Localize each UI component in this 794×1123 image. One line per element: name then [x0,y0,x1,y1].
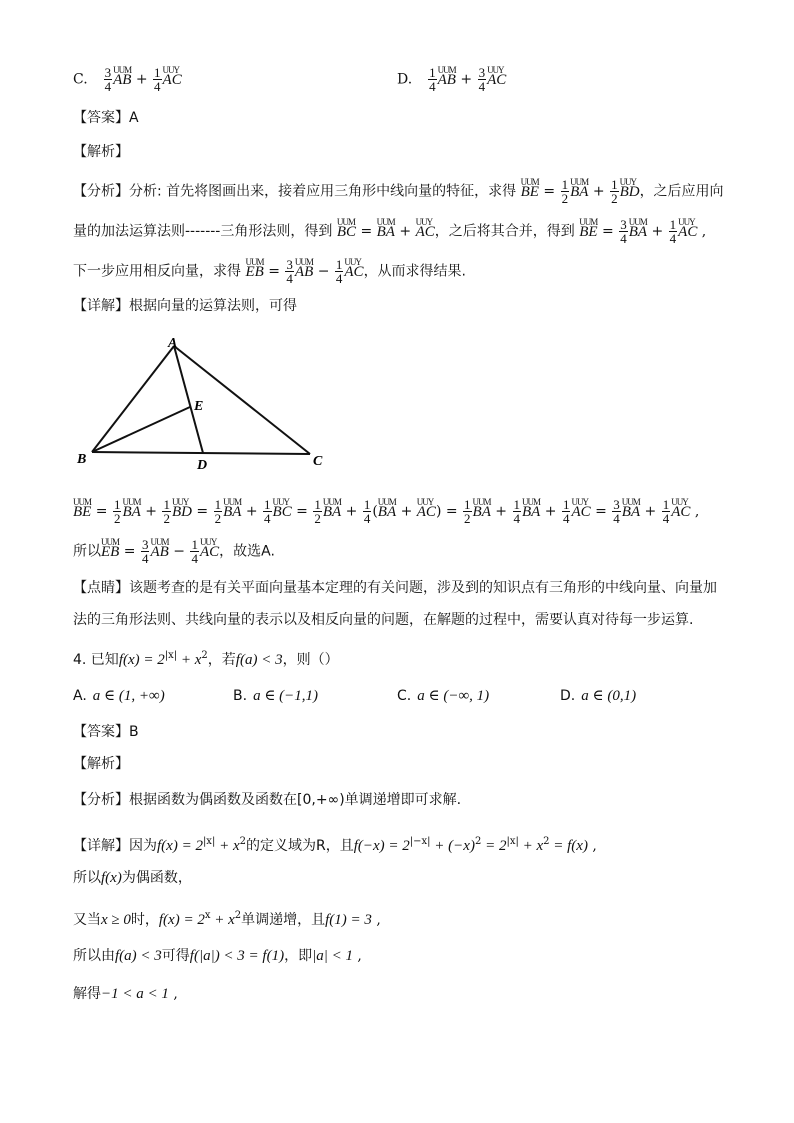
option-c-prev: C. $\frac{3}{4}$ UUM AB + $\frac{1}{4}$ UUY AC [73,66,182,93]
q4-option-c: C. a ∈ (−∞, 1) [397,688,490,704]
segment-be [92,407,190,452]
q3-fenxi-line2: 量的加法运算法则-------三角形法则，得到 UUM BC = UUM BA + UUY AC，之后将其合并，得到 UUM BE = $\frac{3}{4}$ UUM BA + $\frac{1}{4}$ UUY AC , [73,218,706,245]
q3-dianjing-line2: 法的三角形法则、共线向量的表示以及相反向量的问题，在解题的过程中，需要认真对待每一步运算. [73,612,694,628]
vector-ab: UUM AB [438,70,456,90]
q4-stem: 4. 已知$f(x) = 2^{|x|} + x^2$，若f(a) < 3，则（） [73,650,339,668]
q4-answer: 【答案】B [73,724,139,740]
q4-analysis-tag: 【解析】 [73,756,129,772]
q4-fenxi: 【分析】根据函数为偶函数及函数在[0,+∞)单调递增即可求解. [73,792,462,808]
side-ab [92,346,174,452]
option-d-prev: D. $\frac{1}{4}$ UUM AB + $\frac{3}{4}$ UUY AC [397,66,506,93]
label-c: C [313,454,323,469]
q4-option-d: D. a ∈ (0,1) [560,688,637,704]
label-d: D [197,458,208,472]
side-bc [92,452,310,454]
q4-option-b: B. a ∈ (−1,1) [233,688,319,704]
triangle-figure [72,332,342,472]
vector-ac: UUY AC [487,70,506,90]
q3-fenxi-line1: 【分析】分析: 首先将图画出来，接着应用三角形中线向量的特征，求得 UUM BE = $\frac{1}{2}$ UUM BA + $\frac{1}{2}$ UUY BD，之后应用向 [73,178,724,205]
q4-xiangjie-line5: 解得−1 < a < 1 , [73,986,178,1002]
label-a: A [168,336,178,351]
q3-analysis-tag: 【解析】 [73,144,129,160]
q3-fenxi-line3: 下一步应用相反向量，求得 UUM EB = $\frac{3}{4}$ UUM AB − $\frac{1}{4}$ UUY AC，从而求得结果. [73,258,466,285]
fraction: $\frac{1}{4}$ [429,65,436,94]
vector-ab: UUM AB [113,70,131,90]
label-b: B [77,452,87,467]
q4-xiangjie-line3: 又当x ≥ 0时，$f(x) = 2^x + x^2$单调递增，且f(1) = 3 , [73,910,381,928]
q3-answer: 【答案】A [73,110,139,126]
q4-xiangjie-line2: 所以f(x)为偶函数， [73,870,192,886]
q3-derivation: UUM BE = $\frac{1}{2}$ UUM BA + $\frac{1}{2}$ UUY BD = $\frac{1}{2}$ UUM BA + $\frac{1}{4}$ UUY BC = $\frac{1}{2}$ UUM BA + $\frac{1}{4}$ (UUM BA + UUY AC) = $\frac{1}{2}$ UUM BA + $\frac{1}{4}$ UUM BA + $\frac{1}{4}$ UUY AC = $\frac{3}{4}$ UUM BA + $\frac{1}{4}$ UUY AC , [73,498,699,525]
option-c-label: C. [73,71,88,88]
q4-xiangjie-line1: 【详解】因为$f(x) = 2^{|x|} + x^2$的定义域为R，且$f(-x) = 2^{|-x|} + (-x)^2 = 2^{|x|} + x^2 = f(x)$ , [73,836,597,854]
q4-option-a: A. a ∈ (1, +∞) [73,688,165,704]
fraction: $\frac{3}{4}$ [478,65,486,94]
q3-conclusion: 所以UUM EB = $\frac{3}{4}$ UUM AB − $\frac{1}{4}$ UUY AC，故选A. [73,538,275,565]
q4-xiangjie-line4: 所以由f(a) < 3可得f(|a|) < 3 = f(1)，即|a| < 1 , [73,948,362,964]
q3-xiangjie: 【详解】根据向量的运算法则，可得 [73,298,297,314]
vector-ac: UUY AC [163,70,182,90]
label-e: E [194,399,204,414]
option-d-label: D. [397,71,413,88]
q3-dianjing-line1: 【点睛】该题考查的是有关平面向量基本定理的有关问题，涉及到的知识点有三角形的中线向量、向量加 [73,580,717,596]
fraction: $\frac{3}{4}$ [104,65,112,94]
fraction: $\frac{1}{4}$ [154,65,161,94]
